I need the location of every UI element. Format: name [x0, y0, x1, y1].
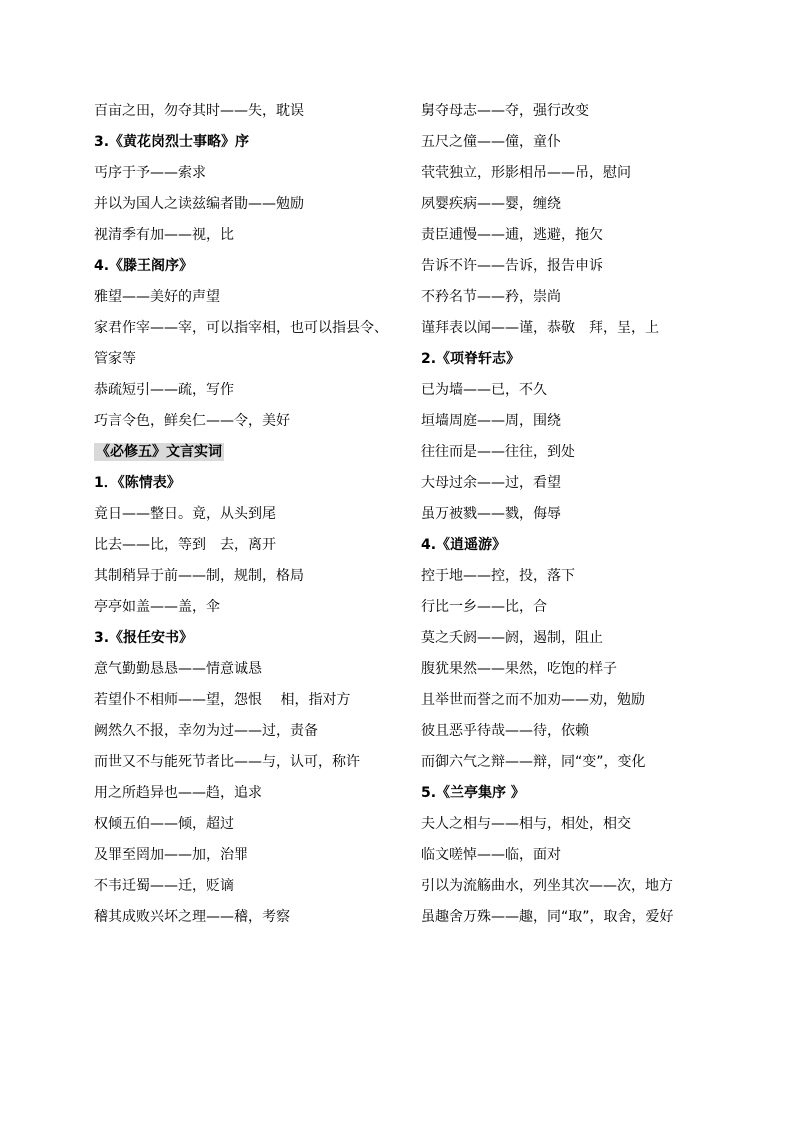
vocab-entry: 不矜名节——矜，崇尚 — [421, 289, 561, 305]
vocab-entry: 雅望——美好的声望 — [94, 289, 220, 305]
section-heading: 4.《逍遥游》 — [421, 537, 507, 553]
vocab-entry: 往往而是——往往，到处 — [421, 444, 575, 460]
vocab-entry: 责臣逋慢——逋，逃避，拖欠 — [421, 227, 603, 243]
vocab-entry: 行比一乡——比，合 — [421, 599, 547, 615]
vocab-entry: 丐序于予——索求 — [94, 165, 206, 181]
vocab-entry: 权倾五伯——倾，超过 — [94, 816, 234, 832]
vocab-entry: 引以为流觞曲水，列坐其次——次，地方 — [421, 878, 673, 894]
vocab-entry: 而御六气之辩——辩，同“变”，变化 — [421, 754, 646, 770]
vocab-entry: 视清季有加——视，比 — [94, 227, 234, 243]
vocab-entry: 百亩之田，勿夺其时——失，耽误 — [94, 103, 304, 119]
vocab-entry: 控于地——控，投，落下 — [421, 568, 575, 584]
vocab-entry: 其制稍异于前——制，规制，格局 — [94, 568, 304, 584]
vocab-entry: 阙然久不报，幸勿为过——过，责备 — [94, 723, 318, 739]
vocab-entry: 彼且恶乎待哉——待，依赖 — [421, 723, 589, 739]
vocab-entry: 已为墙——已，不久 — [421, 382, 547, 398]
vocab-entry: 五尺之僮——僮，童仆 — [421, 134, 561, 150]
vocab-entry: 竟日——整日。竟，从头到尾 — [94, 506, 276, 522]
vocab-entry: 莫之夭阏——阏，遏制，阻止 — [421, 630, 603, 646]
vocab-entry: 虽万被戮——戮，侮辱 — [421, 506, 561, 522]
section-heading: 4.《滕王阁序》 — [94, 258, 194, 274]
vocab-entry: 而世又不与能死节者比——与，认可，称许 — [94, 754, 360, 770]
section-heading: 2.《项脊轩志》 — [421, 351, 521, 367]
vocab-entry: 腹犹果然——果然，吃饱的样子 — [421, 661, 617, 677]
vocab-entry: 家君作宰——宰，可以指宰相，也可以指县令、 — [94, 320, 388, 336]
vocab-entry: 夙婴疾病——婴，缠绕 — [421, 196, 561, 212]
vocab-entry: 恭疏短引——疏，写作 — [94, 382, 234, 398]
section-heading: 3.《报任安书》 — [94, 630, 194, 646]
right-column — [421, 96, 721, 933]
vocab-entry: 稽其成败兴坏之理——稽，考察 — [94, 909, 290, 925]
section-banner-label: 《必修五》文言实词 — [96, 444, 222, 460]
section-heading: 5.《兰亭集序 》 — [421, 785, 525, 801]
vocab-entry: 比去——比，等到 去，离开 — [94, 537, 276, 553]
left-column — [94, 96, 394, 933]
vocab-entry: 茕茕独立，形影相吊——吊，慰问 — [421, 165, 631, 181]
vocab-entry: 及罪至罔加——加，治罪 — [94, 847, 248, 863]
vocab-entry: 告诉不许——告诉，报告申诉 — [421, 258, 603, 274]
section-heading: 1．《陈情表》 — [94, 475, 181, 491]
vocab-entry: 意气勤勤恳恳——情意诚恳 — [94, 661, 262, 677]
vocab-entry: 垣墙周庭——周，围绕 — [421, 413, 561, 429]
vocab-entry: 虽趣舍万殊——趣，同“取”，取舍，爱好 — [421, 909, 674, 925]
vocab-entry: 临文嗟悼——临，面对 — [421, 847, 561, 863]
vocab-entry: 用之所趋异也——趋，追求 — [94, 785, 262, 801]
vocab-entry: 不韦迁蜀——迁，贬谪 — [94, 878, 234, 894]
vocab-entry: 巧言令色，鲜矣仁——令，美好 — [94, 413, 290, 429]
vocab-entry: 并以为国人之读兹编者勖——勉励 — [94, 196, 304, 212]
section-banner — [94, 437, 394, 468]
vocab-entry: 亭亭如盖——盖，伞 — [94, 599, 220, 615]
vocab-entry: 且举世而誉之而不加劝——劝，勉励 — [421, 692, 645, 708]
vocab-entry: 夫人之相与——相与，相处，相交 — [421, 816, 631, 832]
vocab-entry: 若望仆不相师——望，怨恨 相，指对方 — [94, 692, 351, 708]
vocab-entry: 舅夺母志——夺，强行改变 — [421, 103, 589, 119]
section-heading: 3.《黄花岗烈士事略》序 — [94, 134, 250, 150]
vocab-entry: 管家等 — [94, 351, 136, 367]
vocab-entry: 谨拜表以闻——谨，恭敬 拜，呈，上 — [421, 320, 659, 336]
vocab-entry: 大母过余——过，看望 — [421, 475, 561, 491]
